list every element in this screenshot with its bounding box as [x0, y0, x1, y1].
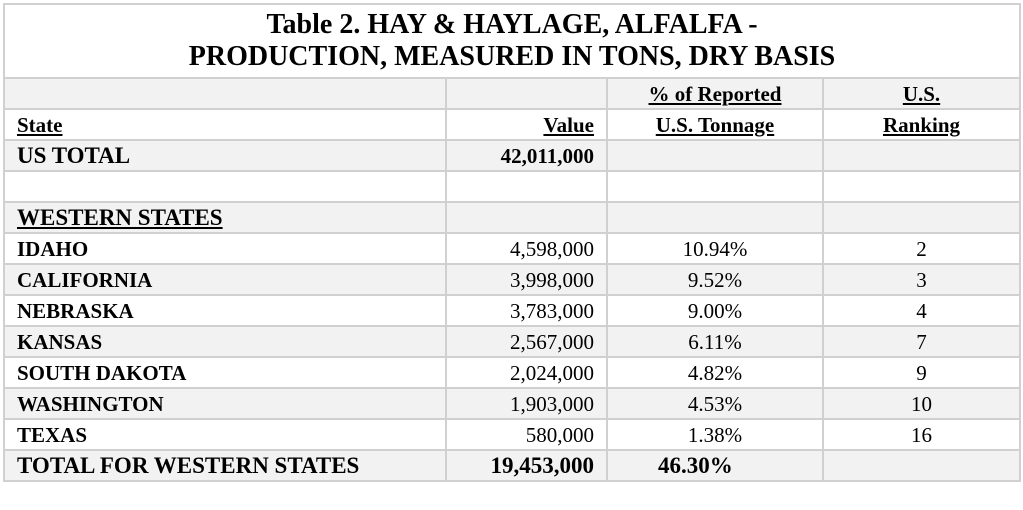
- state-cell: WASHINGTON: [4, 388, 446, 419]
- rank-cell: 3: [823, 264, 1020, 295]
- us-total-row: US TOTAL 42,011,000: [4, 140, 1020, 171]
- rank-cell: 9: [823, 357, 1020, 388]
- section-row: WESTERN STATES: [4, 202, 1020, 233]
- hay-production-table: [3, 3, 1021, 482]
- header-row-1: [4, 78, 1020, 109]
- value-header: Value: [543, 112, 594, 137]
- rank-cell: 7: [823, 326, 1020, 357]
- header-row-2: [4, 109, 1020, 140]
- value-cell: 2,567,000: [446, 326, 607, 357]
- value-cell: 580,000: [446, 419, 607, 450]
- rank-cell: 4: [823, 295, 1020, 326]
- state-cell: IDAHO: [4, 233, 446, 264]
- table-row: [4, 419, 1020, 450]
- pct-cell: 4.82%: [607, 357, 823, 388]
- pct-cell: 4.53%: [607, 388, 823, 419]
- table-row: [4, 233, 1020, 264]
- total-row: TOTAL FOR WESTERN STATES 19,453,000 46.30%: [4, 450, 1020, 481]
- state-cell: NEBRASKA: [4, 295, 446, 326]
- value-cell: 2,024,000: [446, 357, 607, 388]
- rank-header-line1: U.S.: [902, 81, 941, 106]
- pct-header-line1: % of Reported: [648, 81, 782, 106]
- table-row: [4, 357, 1020, 388]
- table-row: [4, 295, 1020, 326]
- table-title-row: [4, 4, 1020, 78]
- state-cell: CALIFORNIA: [4, 264, 446, 295]
- pct-cell: 10.94%: [607, 233, 823, 264]
- pct-header-line2: U.S. Tonnage: [655, 112, 775, 137]
- rank-cell: 2: [823, 233, 1020, 264]
- pct-cell: 9.52%: [607, 264, 823, 295]
- value-cell: 1,903,000: [446, 388, 607, 419]
- table-row: [4, 264, 1020, 295]
- value-cell: 4,598,000: [446, 233, 607, 264]
- state-cell: SOUTH DAKOTA: [4, 357, 446, 388]
- empty-row: [4, 171, 1020, 202]
- pct-cell: 1.38%: [607, 419, 823, 450]
- state-header: State: [17, 112, 63, 137]
- rank-cell: 10: [823, 388, 1020, 419]
- rank-header-line2: Ranking: [882, 112, 961, 137]
- state-cell: TEXAS: [4, 419, 446, 450]
- table-row: [4, 326, 1020, 357]
- table-row: [4, 388, 1020, 419]
- table-title: Table 2. HAY & HAYLAGE, ALFALFA - PRODUCTION, MEASURED IN TONS, DRY BASIS: [4, 4, 1020, 78]
- state-cell: KANSAS: [4, 326, 446, 357]
- value-cell: 3,998,000: [446, 264, 607, 295]
- pct-cell: 9.00%: [607, 295, 823, 326]
- value-cell: 3,783,000: [446, 295, 607, 326]
- rank-cell: 16: [823, 419, 1020, 450]
- pct-cell: 6.11%: [607, 326, 823, 357]
